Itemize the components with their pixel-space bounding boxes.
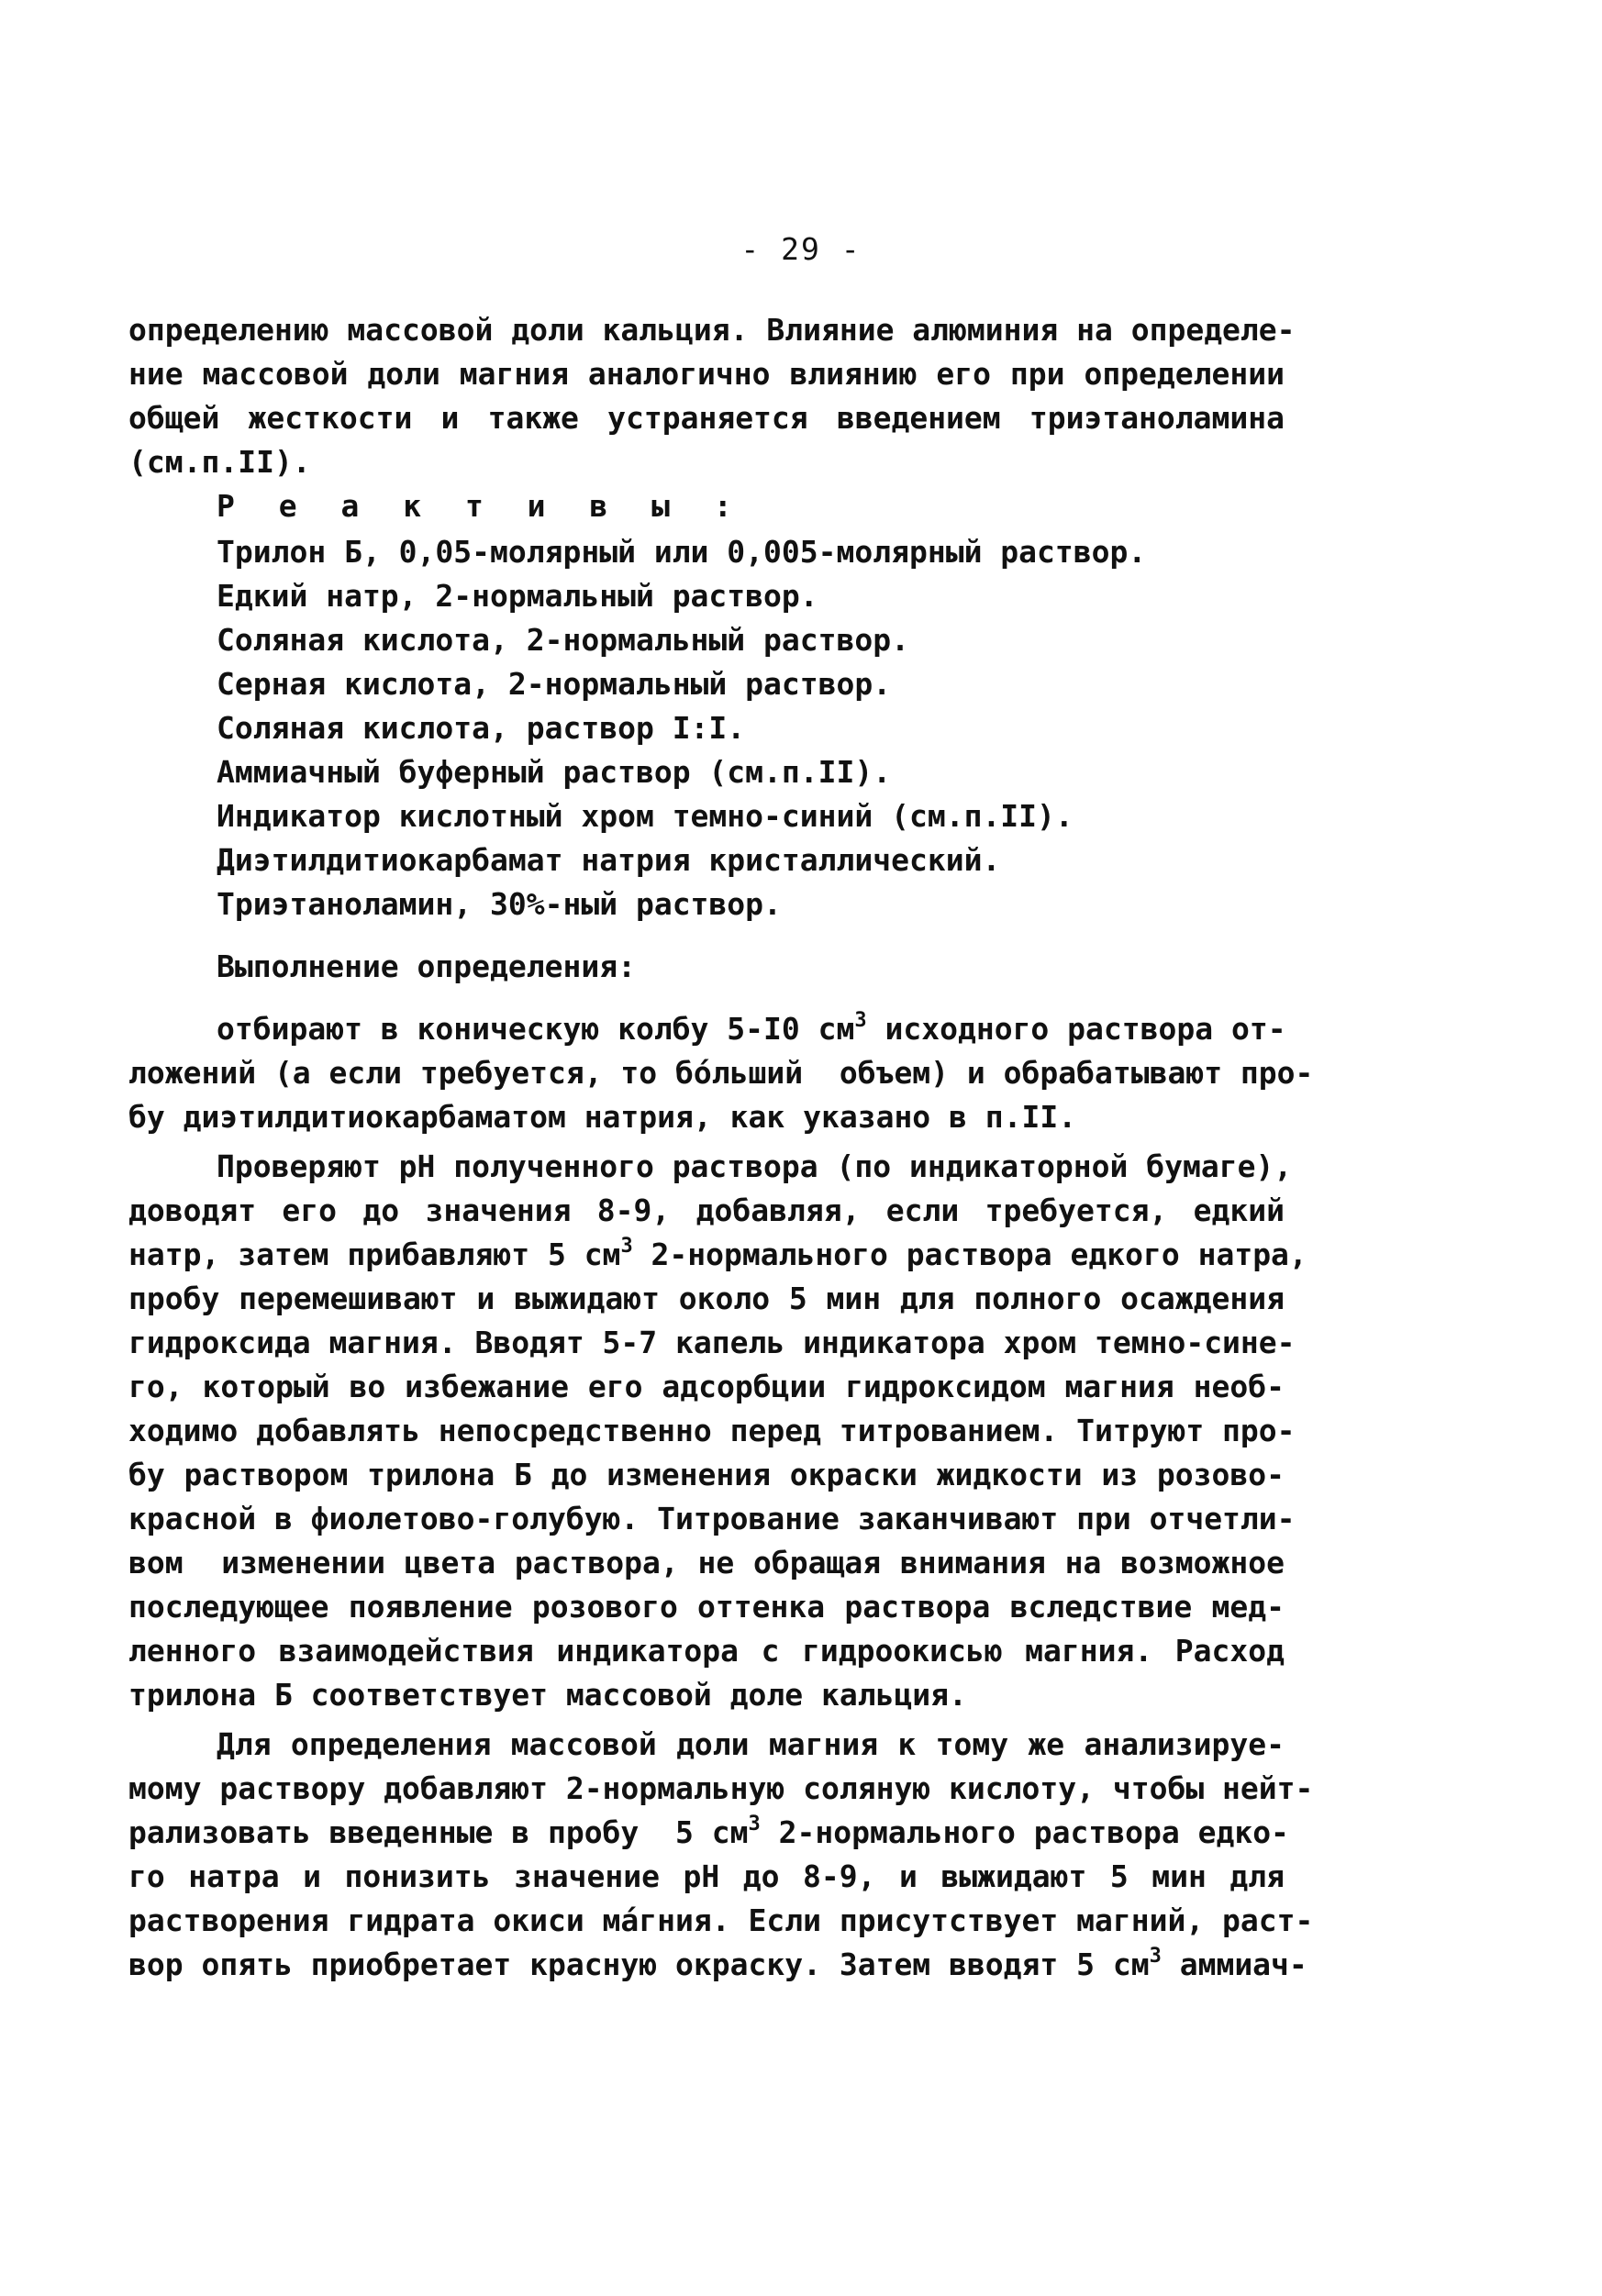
text-line: отбирают в коническую колбу 5-I0 $см^3$ исходного раствора от- xyxy=(217,1009,1286,1047)
text-line: (см.п.II). xyxy=(128,444,311,480)
text-line: вор опять приобретает красную окраску. Затем вводят 5 $см^3$ аммиач- xyxy=(128,1945,1307,1982)
text-line: бу диэтилдитиокарбаматом натрия, как указано в п.II. xyxy=(128,1099,1077,1135)
procedure-heading: Выполнение определения: xyxy=(217,948,636,984)
reagent-item: Соляная кислота, 2-нормальный раствор. xyxy=(217,622,909,658)
text-line: Для определения массовой доли магния к тому же анализируе- xyxy=(217,1726,1285,1762)
text-line: доводят его до значения 8-9, добавляя, если требуется, едкий xyxy=(128,1192,1285,1228)
text-line: вом изменении цвета раствора, не обращая внимания на возможное xyxy=(128,1545,1285,1581)
reagent-item: Серная кислота, 2-нормальный раствор. xyxy=(217,666,892,702)
reagent-item: Триэтаноламин, 30%-ный раствор. xyxy=(217,886,782,922)
text-line: натр, затем прибавляют 5 $см^3$ 2-нормального раствора едкого натра, xyxy=(128,1235,1307,1272)
reagent-item: Индикатор кислотный хром темно-синий (см.п.II). xyxy=(217,798,1074,834)
text-line: гидроксида магния. Вводят 5-7 капель индикатора хром темно-сине- xyxy=(128,1325,1296,1360)
text-line: пробу перемешивают и выжидают около 5 мин для полного осаждения xyxy=(128,1281,1285,1316)
reagent-item: Диэтилдитиокарбамат натрия кристаллический. xyxy=(217,842,1001,878)
text-line: ложений (а если требуется, то бо́льший объем) и обрабатывают про- xyxy=(128,1055,1314,1091)
text-line: Проверяют pH полученного раствора (по индикаторной бумаге), xyxy=(217,1148,1293,1184)
text-line: общей жесткости и также устраняется введением триэтаноламина xyxy=(128,400,1285,436)
text-line: растворения гидрата окиси ма́гния. Если присутствует магний, раст- xyxy=(128,1902,1314,1938)
text-line: го, который во избежание его адсорбции гидроксидом магния необ- xyxy=(128,1369,1285,1404)
reagent-item: Трилон Б, 0,05-молярный или 0,005-молярный раствор. xyxy=(217,534,1147,570)
text-line: красной в фиолетово-голубую. Титрование заканчивают при отчетли- xyxy=(128,1501,1296,1536)
text-line: ходимо добавлять непосредственно перед титрованием. Титруют про- xyxy=(128,1413,1296,1448)
text-line: ние массовой доли магния аналогично влиянию его при определении xyxy=(128,356,1285,392)
text-line: го натра и понизить значение pH до 8-9, и выжидают 5 мин для xyxy=(128,1858,1285,1894)
reagents-heading: Р е а к т и в ы : xyxy=(217,488,745,524)
text-line: бу раствором трилона Б до изменения окраски жидкости из розово- xyxy=(128,1457,1285,1492)
page-number: - 29 - xyxy=(740,231,862,267)
text-line: трилона Б соответствует массовой доле кальция. xyxy=(128,1677,967,1713)
reagent-item: Соляная кислота, раствор I:I. xyxy=(217,710,746,746)
text-line: ленного взаимодействия индикатора с гидроокисью магния. Расход xyxy=(128,1633,1285,1669)
reagent-item: Аммиачный буферный раствор (см.п.II). xyxy=(217,754,892,790)
text-line: определению массовой доли кальция. Влияние алюминия на определе- xyxy=(128,312,1296,348)
text-line: мому раствору добавляют 2-нормальную соляную кислоту, чтобы нейт- xyxy=(128,1770,1314,1806)
text-line: последующее появление розового оттенка раствора вследствие мед- xyxy=(128,1589,1285,1625)
reagent-item: Едкий натр, 2-нормальный раствор. xyxy=(217,578,818,614)
text-line: рализовать введенные в пробу 5 $см^3$ 2-нормального раствора едко- xyxy=(128,1813,1289,1850)
